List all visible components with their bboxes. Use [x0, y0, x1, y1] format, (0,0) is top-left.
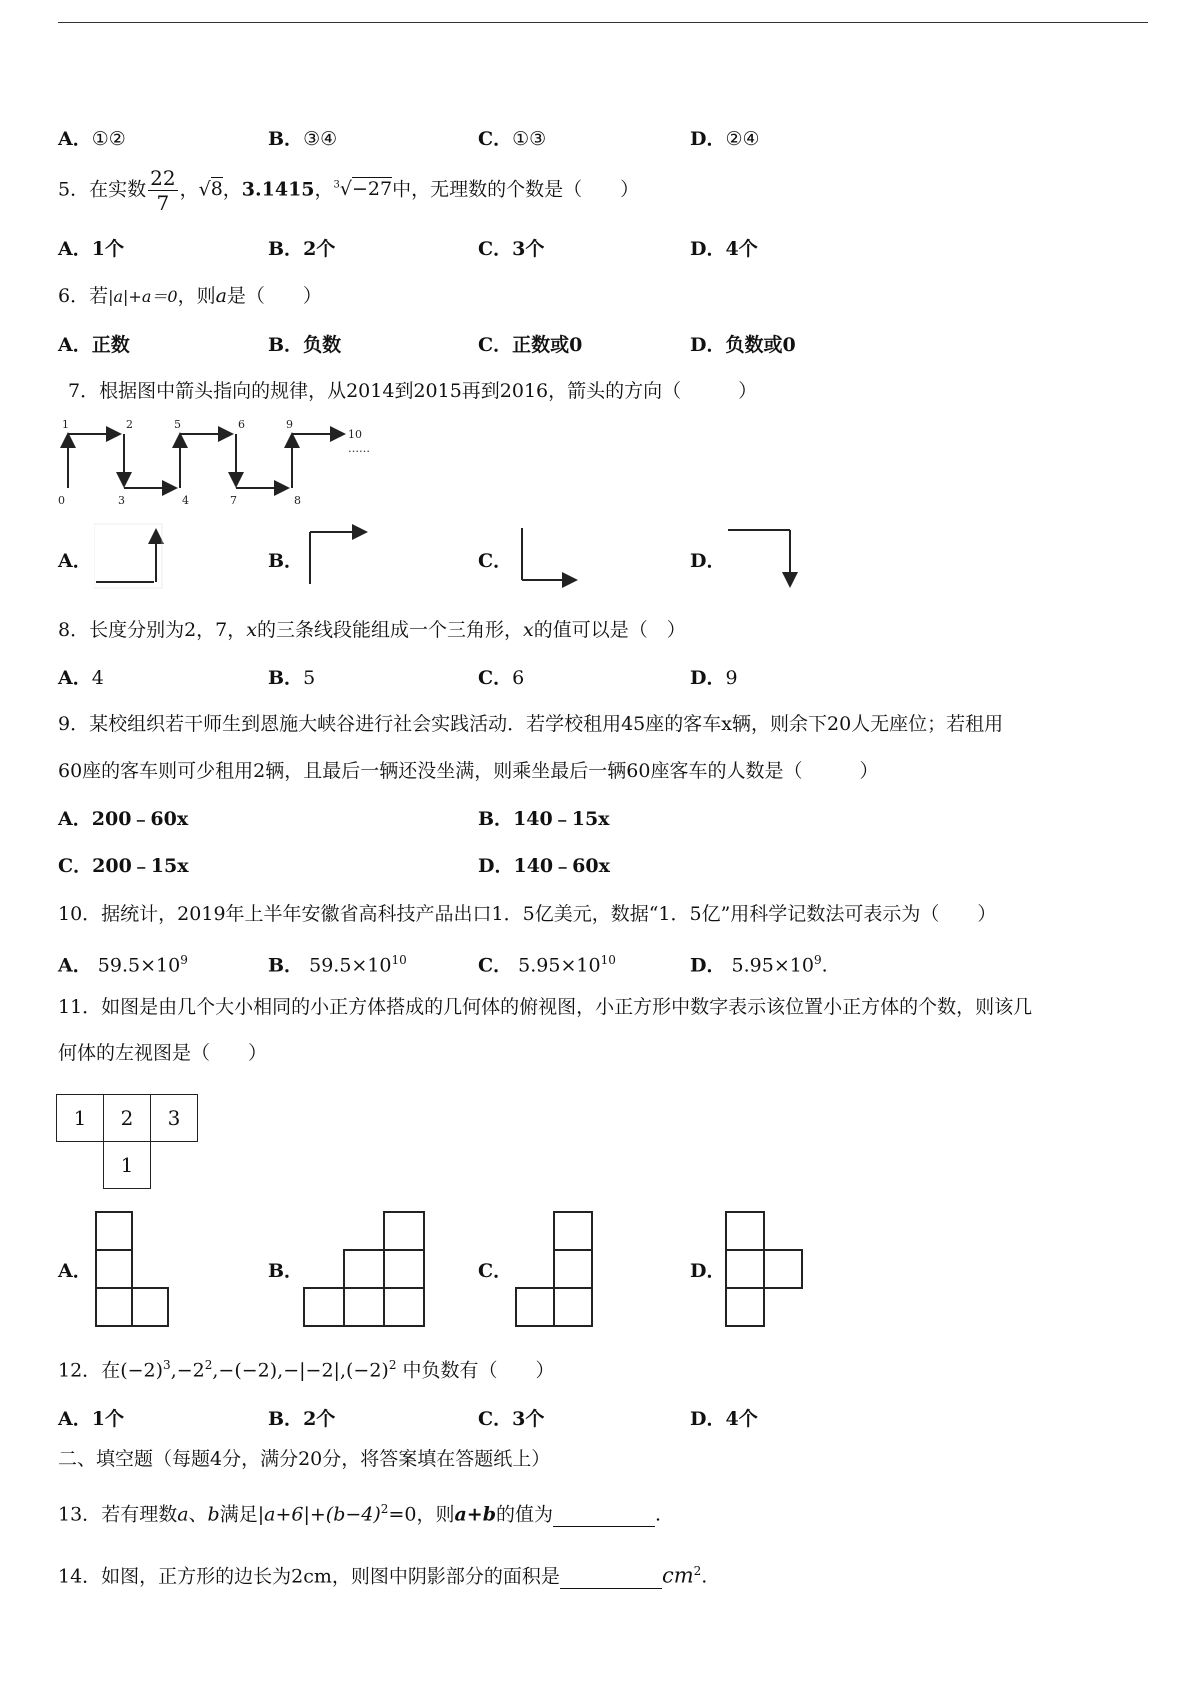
- q10-option-c[interactable]: C． $5.95\times 10^{10}$: [478, 953, 616, 977]
- q5-option-a[interactable]: A．1个: [58, 238, 124, 260]
- q11-option-b-left-view-figure: [302, 1210, 428, 1332]
- q7-option-d[interactable]: D．: [690, 550, 726, 572]
- q7-option-b-arrow-figure: [304, 522, 374, 590]
- q11-option-d[interactable]: D．: [690, 1260, 726, 1282]
- q6-stem: 6．若|a|+a＝0，则a是（ ）: [58, 285, 322, 307]
- q7-option-a[interactable]: A．: [58, 550, 92, 572]
- q7-stem: 7．根据图中箭头指向的规律，从2014到2015再到2016，箭头的方向（ ）: [68, 380, 758, 402]
- q13-stem: 13．若有理数a、b满足$|a+6|+(b-4)^2=0$，则a+b的值为 .: [58, 1502, 662, 1526]
- seq-label-5: 5: [174, 420, 181, 431]
- grid-cell: 1: [104, 1142, 151, 1189]
- q11-option-a[interactable]: A．: [58, 1260, 92, 1282]
- q12-option-d[interactable]: D．4个: [690, 1408, 758, 1430]
- q9-option-c[interactable]: C．200﹣15x: [58, 855, 189, 877]
- grid-cell: 1: [57, 1095, 104, 1142]
- q10-stem: 10．据统计，2019年上半年安徽省高科技产品出口1．5亿美元，数据“1．5亿”用科学记数法可表示为（ ）: [58, 903, 997, 925]
- q5-cbrt: $^3$√−27: [333, 178, 393, 201]
- q6-option-a[interactable]: A．正数: [58, 334, 130, 356]
- header-rule: [58, 22, 1148, 23]
- q7-option-a-arrow-figure: [94, 522, 164, 590]
- seq-label-9: 9: [286, 420, 293, 431]
- q11-stem-line2: 何体的左视图是（ ）: [58, 1042, 268, 1064]
- q5-option-c[interactable]: C．3个: [478, 238, 545, 260]
- seq-label-7: 7: [230, 494, 237, 507]
- q7-arrow-sequence-figure: [56, 420, 376, 510]
- seq-label-0: 0: [58, 494, 65, 507]
- grid-cell-empty: [151, 1142, 198, 1189]
- q9-option-b[interactable]: B．140﹣15x: [478, 808, 610, 830]
- q4-option-d[interactable]: D．②④: [690, 128, 760, 150]
- q10-option-b[interactable]: B． $59.5\times 10^{10}$: [268, 953, 407, 977]
- q4-option-b[interactable]: B．③④: [268, 128, 338, 150]
- q7-option-c-arrow-figure: [514, 522, 584, 590]
- seq-label-1: 1: [62, 420, 69, 431]
- seq-ellipsis: ……: [348, 442, 370, 455]
- q9-stem-line2: 60座的客车则可少租用2辆，且最后一辆还没坐满，则乘坐最后一辆60座客车的人数是（ ）: [58, 760, 879, 782]
- q8-option-b[interactable]: B．5: [268, 667, 316, 689]
- q8-stem: 8．长度分别为2，7，x的三条线段能组成一个三角形，x的值可以是（ ）: [58, 619, 686, 641]
- grid-cell-empty: [57, 1142, 104, 1189]
- q14-stem: 14．如图，正方形的边长为2cm，则图中阴影部分的面积是 $cm^2$.: [58, 1563, 708, 1588]
- q8-option-c[interactable]: C．6: [478, 667, 525, 689]
- q12-option-b[interactable]: B．2个: [268, 1408, 336, 1430]
- q7-option-c[interactable]: C．: [478, 550, 513, 572]
- seq-label-2: 2: [126, 420, 133, 431]
- seq-label-3: 3: [118, 494, 125, 507]
- q11-option-b[interactable]: B．: [268, 1260, 304, 1282]
- q5-fraction: $\frac{22}{7}$: [150, 165, 176, 215]
- q5-sqrt: √8: [198, 178, 223, 201]
- q8-option-a[interactable]: A．4: [58, 667, 104, 689]
- seq-label-4: 4: [182, 494, 189, 507]
- section-2-title: 二、填空题（每题4分，满分20分，将答案填在答题纸上）: [58, 1448, 551, 1470]
- q7-option-b[interactable]: B．: [268, 550, 304, 572]
- q6-option-b[interactable]: B．负数: [268, 334, 342, 356]
- q9-stem-line1: 9．某校组织若干师生到恩施大峡谷进行社会实践活动．若学校租用45座的客车x辆，则余下20人无座位；若租用: [58, 713, 1004, 735]
- q9-option-a[interactable]: A．200﹣60x: [58, 808, 189, 830]
- q5-option-b[interactable]: B．2个: [268, 238, 336, 260]
- q10-option-a[interactable]: A． $59.5\times 10^9$: [58, 953, 188, 977]
- q11-stem-line1: 11．如图是由几个大小相同的小正方体搭成的几何体的俯视图，小正方形中数字表示该位置小正方体的个数，则该几: [58, 996, 1033, 1018]
- q11-option-a-left-view-figure: [94, 1210, 174, 1332]
- q4-option-c[interactable]: C．①③: [478, 128, 547, 150]
- q12-option-c[interactable]: C．3个: [478, 1408, 545, 1430]
- seq-label-8: 8: [294, 494, 301, 507]
- q7-option-d-arrow-figure: [724, 522, 800, 594]
- q13-answer-blank[interactable]: [553, 1506, 655, 1527]
- q4-option-a[interactable]: A．①②: [58, 128, 126, 150]
- seq-label-10: 10: [348, 428, 362, 441]
- q12-stem: 12．在$(-2)^3,-2^2,-(-2),-|-2|,(-2)^2$ 中负数有（ ）: [58, 1358, 555, 1382]
- q6-option-c[interactable]: C．正数或0: [478, 334, 583, 356]
- q11-option-c[interactable]: C．: [478, 1260, 513, 1282]
- q14-answer-blank[interactable]: [560, 1568, 662, 1589]
- q12-option-a[interactable]: A．1个: [58, 1408, 124, 1430]
- seq-label-6: 6: [238, 420, 245, 431]
- q5-stem: 5．在实数 $\frac{22}{7}$ ，√8，3.1415，$^3$√−27中，无理数的个数是（ ）: [58, 165, 640, 215]
- q6-option-d[interactable]: D．负数或0: [690, 334, 796, 356]
- q8-option-d[interactable]: D．9: [690, 667, 738, 689]
- grid-cell: 3: [151, 1095, 198, 1142]
- q11-option-c-left-view-figure: [514, 1210, 600, 1332]
- q11-top-view-grid: [56, 1094, 198, 1189]
- q11-option-d-left-view-figure: [724, 1210, 810, 1332]
- q5-option-d[interactable]: D．4个: [690, 238, 758, 260]
- q10-option-d[interactable]: D． $5.95\times 10^9$.: [690, 953, 828, 977]
- q9-option-d[interactable]: D．140﹣60x: [478, 855, 610, 877]
- grid-cell: 2: [104, 1095, 151, 1142]
